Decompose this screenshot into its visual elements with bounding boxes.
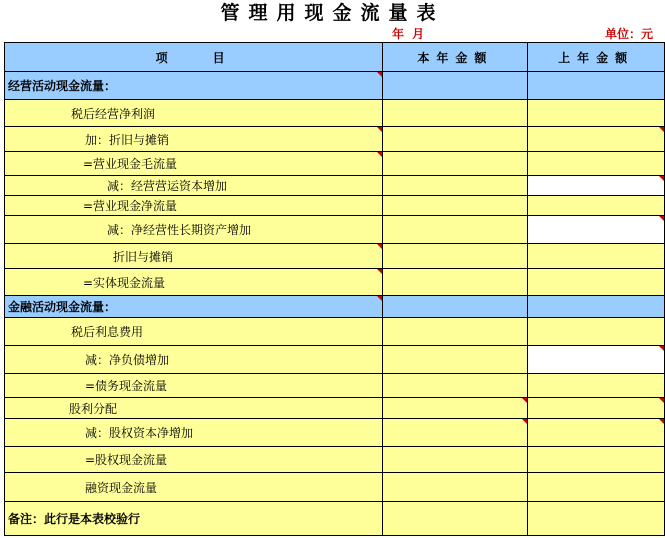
current-year-cell[interactable] [383,398,528,419]
row-label: 金融活动现金流量： [8,300,117,314]
table-row [5,419,665,447]
row-label: 折旧与摊销 [113,249,174,264]
row-label: 减：股权资本净增加 [85,426,194,440]
table-row [5,176,665,196]
comment-marker-icon [377,296,382,301]
table-row [5,127,665,152]
row-label-cell[interactable] [5,318,383,346]
current-year-cell[interactable] [383,502,528,536]
prior-year-cell[interactable] [528,127,665,152]
prior-year-cell[interactable] [528,473,665,502]
table-row [5,100,665,127]
row-label-cell[interactable] [5,296,383,318]
row-label: =营业现金毛流量 [83,157,178,171]
comment-marker-icon [377,244,382,249]
row-label: 减：经营营运资本增加 [107,179,228,193]
row-label-cell[interactable] [5,244,383,269]
row-label: 备注：此行是本表校验行 [8,512,141,526]
comment-marker-icon [659,176,664,181]
current-year-cell[interactable] [383,244,528,269]
row-label-cell[interactable] [5,72,383,100]
table-row [5,244,665,269]
row-label: 股利分配 [69,401,118,416]
current-year-cell[interactable] [383,127,528,152]
comment-marker-icon [659,419,664,424]
prior-year-cell[interactable] [528,398,665,419]
row-label: =营业现金净流量 [83,199,178,213]
current-year-cell[interactable] [383,447,528,473]
current-year-cell[interactable] [383,100,528,127]
table-row [5,196,665,216]
period-label: 年 月 [392,27,427,41]
row-label-cell[interactable] [5,269,383,296]
current-year-cell[interactable] [383,72,528,100]
current-year-cell[interactable] [383,419,528,447]
table-row [5,269,665,296]
table-row [5,216,665,244]
row-label: =实体现金流量 [83,275,166,290]
current-year-cell[interactable] [383,196,528,216]
current-year-cell[interactable] [383,176,528,196]
subtitle-row [0,26,665,42]
comment-marker-icon [659,346,664,351]
prior-year-cell[interactable] [528,502,665,536]
table-row-operating-section [5,72,665,100]
row-label: 融资现金流量 [85,480,158,495]
row-label-cell[interactable] [5,196,383,216]
table-row [5,318,665,346]
comment-marker-icon [377,127,382,132]
prior-year-cell[interactable] [528,447,665,473]
comment-marker-icon [659,216,664,221]
row-label-cell[interactable] [5,216,383,244]
prior-year-cell[interactable] [528,152,665,176]
row-label: 减：净负债增加 [85,353,170,367]
header-prior-year-cell[interactable]: 上年金额 [528,43,665,72]
row-label-cell[interactable] [5,346,383,374]
current-year-cell[interactable] [383,346,528,374]
table-row [5,473,665,502]
table-row [5,447,665,473]
comment-marker-icon [377,72,382,77]
page-title: 管理用现金流量表 [220,2,445,24]
row-label-cell[interactable] [5,152,383,176]
current-year-cell[interactable] [383,318,528,346]
prior-year-cell[interactable] [528,374,665,398]
prior-year-cell[interactable] [528,100,665,127]
current-year-cell[interactable] [383,269,528,296]
comment-marker-icon [659,398,664,403]
current-year-cell[interactable] [383,473,528,502]
prior-year-cell[interactable] [528,419,665,447]
row-label: 加：折旧与摊销 [85,132,170,147]
current-year-cell[interactable] [383,374,528,398]
comment-marker-icon [377,269,382,274]
table-row-financing-section [5,296,665,318]
row-label: =股权现金流量 [85,453,168,467]
row-label-cell[interactable] [5,127,383,152]
header-item-cell[interactable]: 项 目 [5,43,383,72]
comment-marker-icon [522,419,527,424]
row-label-cell[interactable] [5,473,383,502]
prior-year-cell[interactable] [528,346,665,374]
prior-year-cell[interactable] [528,72,665,100]
table-row [5,152,665,176]
row-label-cell[interactable] [5,398,383,419]
prior-year-cell[interactable] [528,269,665,296]
row-label-cell[interactable] [5,419,383,447]
prior-year-cell[interactable] [528,176,665,196]
table-row [5,374,665,398]
comment-marker-icon [522,398,527,403]
comment-marker-icon [659,127,664,132]
row-label-cell[interactable] [5,447,383,473]
row-label: 经营活动现金流量： [8,79,117,93]
prior-year-cell[interactable] [528,244,665,269]
row-label: =债务现金流量 [85,379,168,393]
row-label: 减：净经营性长期资产增加 [107,223,252,237]
table-header-row [5,43,665,72]
row-label-cell[interactable] [5,100,383,127]
unit-label: 单位：元 [604,27,653,41]
prior-year-cell[interactable] [528,318,665,346]
header-current-year-cell[interactable]: 本年金额 [383,43,528,72]
row-label-cell[interactable] [5,176,383,196]
table-row [5,398,665,419]
current-year-cell[interactable] [383,152,528,176]
row-label: 税后经营净利润 [71,106,156,121]
current-year-cell[interactable] [383,296,528,318]
table-row-check [5,502,665,536]
row-label: 税后利息费用 [71,325,144,339]
prior-year-cell[interactable] [528,296,665,318]
row-label-cell[interactable] [5,374,383,398]
current-year-cell[interactable] [383,216,528,244]
prior-year-cell[interactable] [528,196,665,216]
cash-flow-table [4,42,665,536]
table-row [5,346,665,374]
prior-year-cell[interactable] [528,216,665,244]
comment-marker-icon [377,152,382,157]
row-label-cell[interactable] [5,502,383,536]
